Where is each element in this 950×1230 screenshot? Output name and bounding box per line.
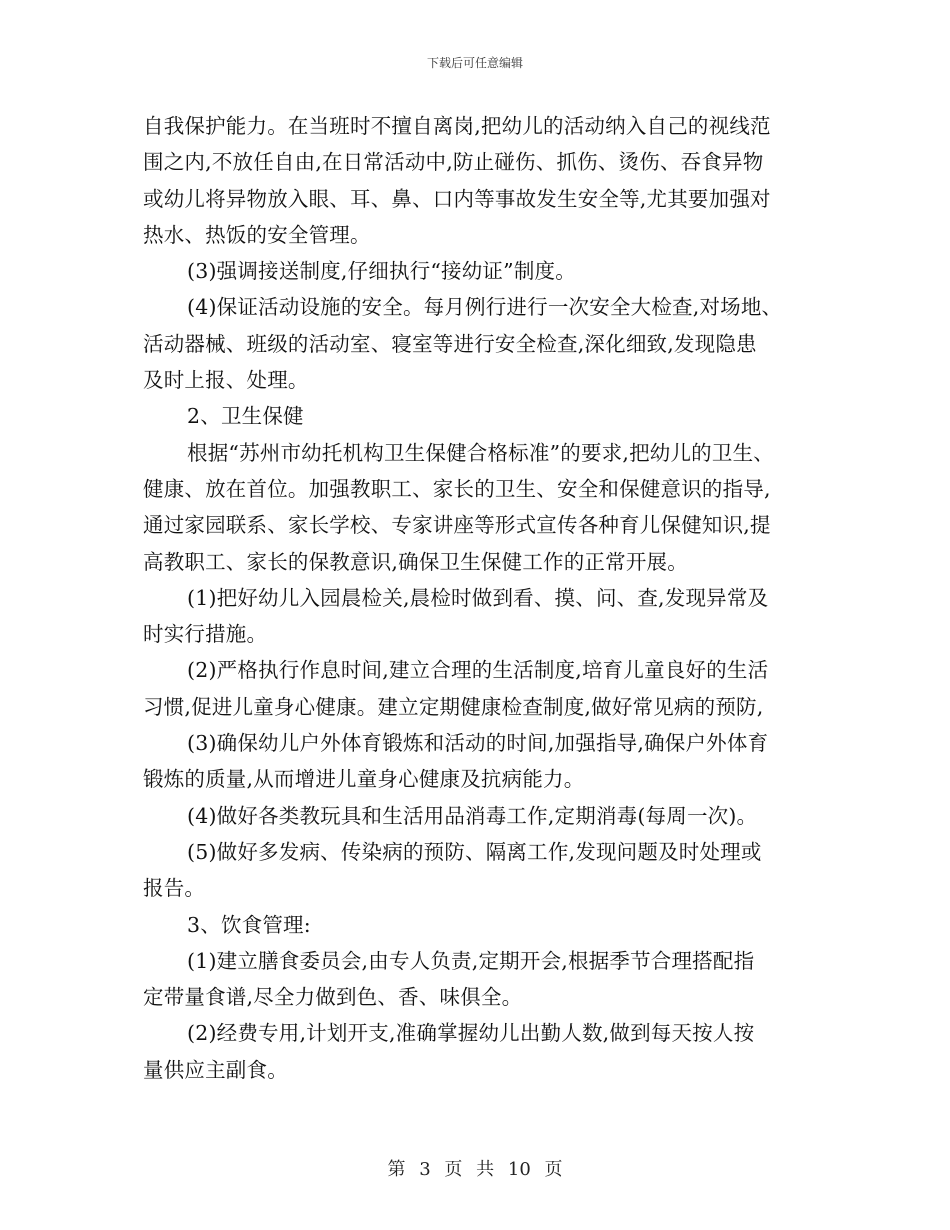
paragraph xyxy=(143,943,818,1016)
footer-label-mid: 页 xyxy=(444,1159,463,1180)
paragraph xyxy=(143,580,818,653)
text-line: 健康、放在首位。加强教职工、家长的卫生、安全和保健意识的指导, xyxy=(143,476,771,501)
paragraph xyxy=(143,398,818,434)
text-line: (4)做好各类教玩具和生活用品消毒工作,定期消毒(每周一次)。 xyxy=(187,803,758,828)
text-line: (3)强调接送制度,仔细执行“接幼证”制度。 xyxy=(187,259,576,284)
footer-total-pages: 10 xyxy=(507,1159,531,1180)
paragraph xyxy=(143,289,818,398)
text-line: (5)做好多发病、传染病的预防、隔离工作,发现问题及时处理或 xyxy=(187,839,762,864)
text-line: 报告。 xyxy=(143,876,206,901)
paragraph xyxy=(143,1015,818,1088)
page-header: 下载后可任意编辑 xyxy=(426,56,523,70)
text-line: 时实行措施。 xyxy=(143,622,268,647)
text-line: (2)经费专用,计划开支,准确掌握幼儿出勤人数,做到每天按人按 xyxy=(187,1021,755,1046)
text-line: 3、饮食管理: xyxy=(187,912,311,937)
paragraph xyxy=(143,834,818,907)
footer-label-post: 页 xyxy=(544,1159,563,1180)
text-line: 活动器械、班级的活动室、寝室等进行安全检查,深化细致,发现隐患 xyxy=(143,331,757,356)
paragraph xyxy=(143,798,818,834)
text-line: 通过家园联系、家长学校、专家讲座等形式宣传各种育儿保健知识,提 xyxy=(143,513,771,538)
text-line: 自我保护能力。在当班时不擅自离岗,把幼儿的活动纳入自己的视线范 xyxy=(143,114,771,138)
text-line: (1)把好幼儿入园晨检关,晨检时做到看、摸、问、查,发现异常及 xyxy=(187,585,769,610)
text-line: 热水、热饭的安全管理。 xyxy=(143,222,371,247)
text-line: 围之内,不放任自由,在日常活动中,防止碰伤、抓伤、烫伤、吞食异物 xyxy=(143,150,764,175)
paragraph xyxy=(143,108,818,253)
footer-label-pre: 第 xyxy=(387,1159,406,1180)
paragraph xyxy=(143,907,818,943)
text-line: 及时上报、处理。 xyxy=(143,368,309,393)
text-line: (1)建立膳食委员会,由专人负责,定期开会,根据季节合理搭配指 xyxy=(187,948,755,973)
text-line: 根据“苏州市幼托机构卫生保健合格标准”的要求,把幼儿的卫生、 xyxy=(187,440,774,465)
text-line: 量供应主副食。 xyxy=(143,1057,288,1082)
footer-label-total: 共 xyxy=(476,1159,495,1180)
document-body xyxy=(143,108,818,1088)
text-line: 锻炼的质量,从而增进儿童身心健康及抗病能力。 xyxy=(143,767,585,792)
text-line: 习惯,促进儿童身心健康。建立定期健康检查制度,做好常见病的预防, xyxy=(143,694,764,719)
paragraph xyxy=(143,253,818,289)
paragraph xyxy=(143,725,818,798)
text-line: (4)保证活动设施的安全。每月例行进行一次安全大检查,对场地、 xyxy=(187,295,783,320)
paragraph xyxy=(143,435,818,580)
text-line: 定带量食谱,尽全力做到色、香、味俱全。 xyxy=(143,985,523,1010)
footer-page-number: 3 xyxy=(419,1159,431,1180)
text-line: (2)严格执行作息时间,建立合理的生活制度,培育儿童良好的生活 xyxy=(187,658,769,683)
text-line: 高教职工、家长的保教意识,确保卫生保健工作的正常开展。 xyxy=(143,549,688,574)
text-line: (3)确保幼儿户外体育锻炼和活动的时间,加强指导,确保户外体育 xyxy=(187,731,769,756)
page-footer xyxy=(0,1155,950,1181)
paragraph xyxy=(143,652,818,725)
text-line: 2、卫生保健 xyxy=(187,404,304,429)
text-line: 或幼儿将异物放入眼、耳、鼻、口内等事故发生安全等,尤其要加强对 xyxy=(143,186,771,211)
